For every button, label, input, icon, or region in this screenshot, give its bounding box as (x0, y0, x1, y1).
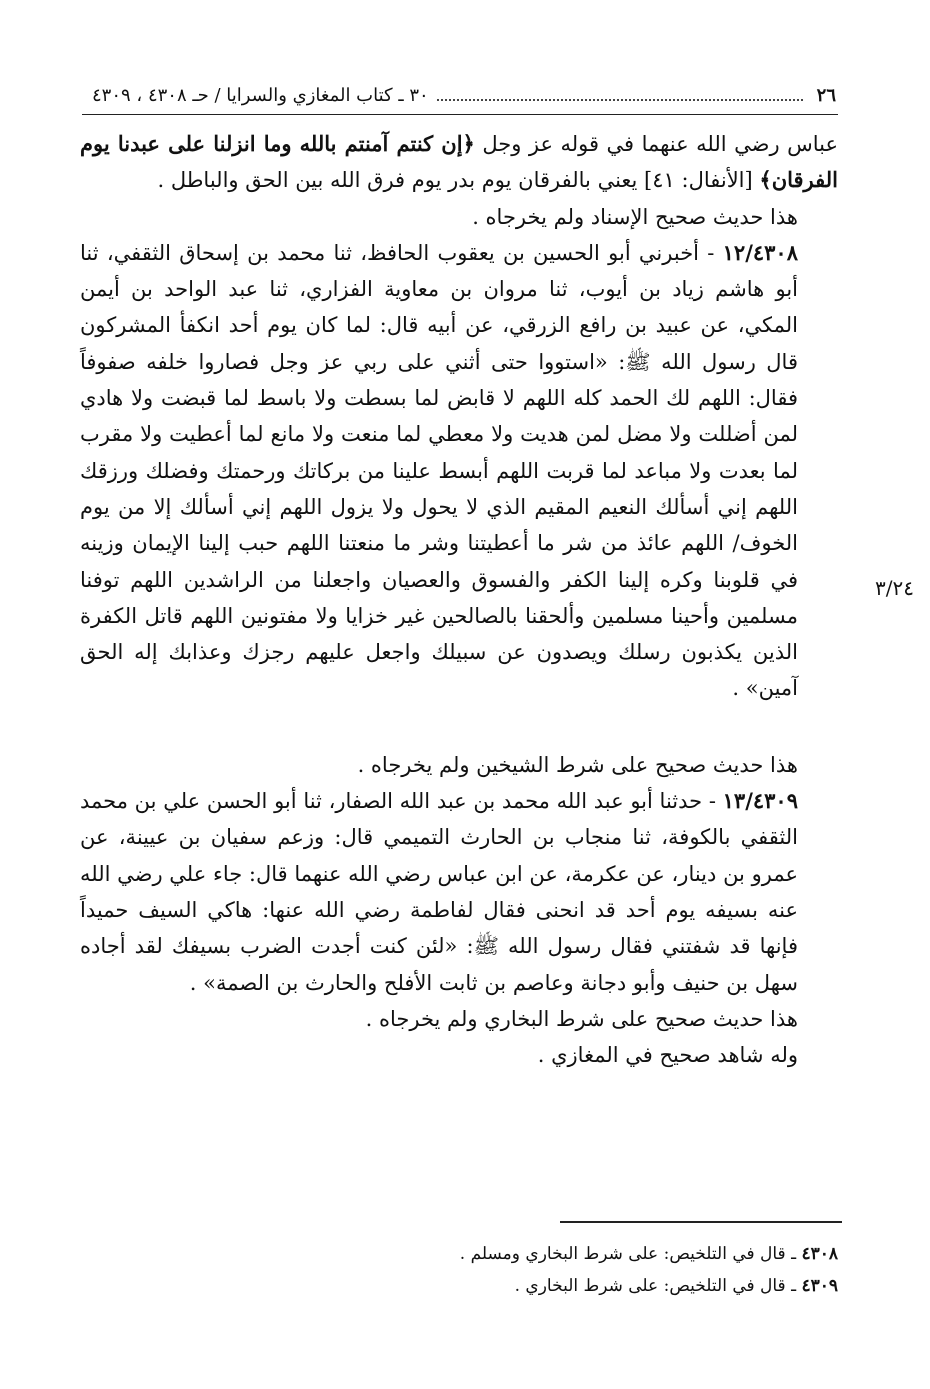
footnote-number: ٤٣٠٩ (801, 1276, 838, 1296)
hadith-4309 (80, 783, 838, 1001)
supporting-note: وله شاهد صحيح في المغازي . (537, 1043, 798, 1068)
paragraph-quran-tafsir (80, 126, 838, 199)
header-rule (82, 114, 838, 115)
hadith-text: - حدثنا أبو عبد الله محمد بن عبد الله الصفار، ثنا أبو الحسن علي بن محمد الثقفي بالكوفة، ثنا منجاب بن الحارث التميمي قال: وزعم سفيان بن عيينة، عن عمرو بن دينار، عن عكرمة، عن ابن عباس رضي الله عنهما قال: جاء علي رضي الله عنه بسيفه يوم أحد قد انحنى فقال لفاطمة رضي الله عنها: هاكي السيف حميداً فإنها قد شفتني فقال رسول الله ﷺ: «لئن كنت أجدت الضرب بسيفك لقد أجاده سهل بن حنيف وأبو دجانة وعاصم بن ثابت الأفلح والحارث بن الصمة» . (80, 789, 798, 995)
hadith-4308 (80, 235, 838, 707)
footnote-text: ـ قال في التلخيص: على شرط البخاري . (514, 1276, 802, 1296)
footnote-rule (560, 1221, 842, 1223)
grading-note: هذا حديث صحيح الإسناد ولم يخرجاه . (472, 204, 798, 229)
running-header (92, 78, 836, 112)
footnote (380, 1270, 838, 1302)
running-title: ٣٠ ـ كتاب المغازي والسرايا / حـ ٤٣٠٨ ، ٤٣٠٩ (92, 84, 429, 106)
main-text (80, 126, 838, 1073)
margin-reference: ٣/٢٤ (875, 576, 914, 600)
grading-note: هذا حديث صحيح على شرط الشيخين ولم يخرجاه . (357, 752, 798, 777)
footnote-number: ٤٣٠٨ (801, 1244, 838, 1264)
paragraph-text: [الأنفال: ٤١] يعني بالفرقان يوم بدر يوم فرق الله بين الحق والباطل . (157, 168, 760, 193)
footnotes (380, 1238, 838, 1302)
footnote-text: ـ قال في التلخيص: على شرط البخاري ومسلم . (459, 1244, 802, 1264)
paragraph-gap (80, 707, 838, 747)
hadith-number: ١٢/٤٣٠٨ (722, 239, 798, 265)
footnote (380, 1238, 838, 1270)
paragraph-text: عباس رضي الله عنهما في قوله عز وجل (474, 132, 838, 156)
hadith-text: - أخبرني أبو الحسين بن يعقوب الحافظ، ثنا محمد بن إسحاق الثقفي، ثنا أبو هاشم زياد بن أيوب، ثنا مروان بن معاوية الفزاري، ثنا عبد الواحد بن أيمن المكي، عن عبيد بن رافع الزرقي، عن أبيه قال: لما كان يوم أحد انكفأ المشركون قال رسول الله ﷺ: «استووا حتى أثني على ربي عز وجل فصاروا خلفه صفوفاً فقال: اللهم لك الحمد كله اللهم لا قابض لما بسطت ولا باسط لما قبضت ولا هادي لمن أضللت ولا مضل لمن هديت ولا معطي لما منعت ولا مانع لما أعطيت ولا مقرب لما بعدت ولا مباعد لما قربت اللهم أبسط علينا من بركاتك ورحمتك وفضلك ورزقك اللهم إني أسألك النعيم المقيم الذي لا يحول ولا يزول اللهم إني أسألك إلا من يوم الخوف/ اللهم عائذ من شر ما أعطيتنا وشر ما منعتنا اللهم حبب إلينا الإيمان وزينه في قلوبنا وكره إلينا الكفر والفسوق والعصيان واجعلنا من الراشدين اللهم توفنا مسلمين وأحينا مسلمين وألحقنا بالصالحين غير خزايا ولا مفتونين اللهم قاتل الكفرة الذين يكذبون رسلك ويصدون عن سبيلك واجعل عليهم رجزك وعذابك إله الحق آمين» . (80, 240, 798, 701)
header-dot-leader (437, 89, 803, 101)
page-number: ٢٦ (816, 84, 836, 106)
hadith-number: ١٣/٤٣٠٩ (722, 788, 798, 814)
grading-note: هذا حديث صحيح على شرط البخاري ولم يخرجاه . (365, 1006, 798, 1031)
quran-verse: ﴿إن كنتم آمنتم بالله وما انزلنا على عبدنا يوم الفرقان﴾ (80, 131, 838, 193)
